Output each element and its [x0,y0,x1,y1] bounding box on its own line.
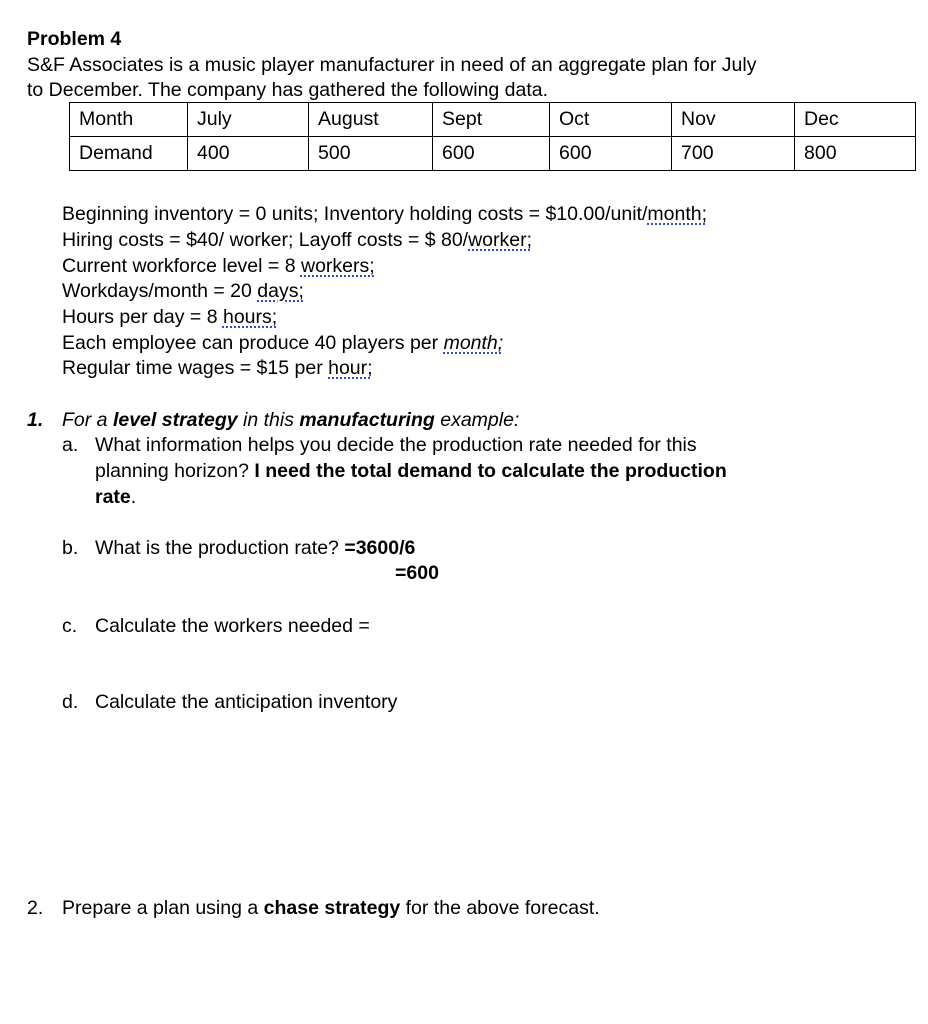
fact-hours-line [62,306,277,328]
q1-prompt-text-3: example: [434,409,520,431]
fact-wages-unit: hour; [328,357,373,379]
q1a-question-line-1: What information helps you decide the production rate needed for this [95,434,697,456]
fact-workforce-unit: workers; [300,255,375,277]
q1-prompt-text-2: in this [237,409,300,431]
q1d-question: Calculate the anticipation inventory [95,691,398,713]
fact-wages-line [62,357,373,379]
intro-line-1: S&F Associates is a music player manufacturer in need of an aggregate plan for July [27,54,757,76]
table-demand-july: 400 [188,137,309,171]
table-header-row [70,103,916,137]
q1-number: 1. [27,409,44,431]
q2-text-1: Prepare a plan using a [62,897,264,919]
table-month-oct: Oct [550,103,672,137]
fact-workforce-line [62,255,375,277]
fact-inventory-unit: month; [647,203,708,225]
table-demand-nov: 700 [672,137,795,171]
q1a-answer-end: rate [95,486,131,508]
q1b-line [95,537,415,559]
fact-hours-unit: hours; [222,306,278,328]
q1c-question: Calculate the workers needed = [95,615,370,637]
q1d-label: d. [62,691,79,713]
fact-wages-text: Regular time wages = $15 per [62,357,329,379]
fact-workdays-text: Workdays/month = 20 [62,280,258,302]
q1a-answer: I need the total demand to calculate the production [254,460,727,482]
q1b-label: b. [62,537,79,559]
intro-line-2: to December. The company has gathered the following data. [27,79,549,101]
table-demand-row [70,137,916,171]
q1a-label: a. [62,434,79,456]
q2-number: 2. [27,897,44,919]
fact-hiring-line [62,229,532,251]
fact-workdays-line [62,280,304,302]
table-demand-sept: 600 [433,137,550,171]
q1-prompt [62,409,519,431]
table-month-august: August [309,103,433,137]
table-demand-oct: 600 [550,137,672,171]
q1a-period: . [130,486,137,508]
fact-inventory-text: Beginning inventory = 0 units; Inventory holding costs = $10.00/unit/ [62,203,648,225]
table-demand-label: Demand [70,137,188,171]
fact-production-line [62,332,503,354]
q1a-line-2 [95,460,727,482]
table-month-sept: Sept [433,103,550,137]
fact-production-text: Each employee can produce 40 players per [62,332,444,354]
table-month-july: July [188,103,309,137]
fact-production-unit: month; [443,332,504,354]
q1c-label: c. [62,615,78,637]
q2-text-2: for the above forecast. [400,897,600,919]
q2-chase-strategy: chase strategy [263,897,401,919]
table-header-month-label: Month [70,103,188,137]
q2-text [62,897,600,919]
fact-hours-text: Hours per day = 8 [62,306,223,328]
table-demand-dec: 800 [795,137,916,171]
q1-manufacturing: manufacturing [299,409,435,431]
demand-table [69,102,916,171]
q1-prompt-text-1: For a [62,409,113,431]
table-month-dec: Dec [795,103,916,137]
fact-workdays-unit: days; [257,280,304,302]
q1a-line-3 [95,486,136,508]
q1b-question: What is the production rate? [95,537,345,559]
table-demand-august: 500 [309,137,433,171]
q1-level-strategy: level strategy [112,409,238,431]
q1b-answer-2: =600 [395,562,439,584]
fact-hiring-unit: worker; [468,229,533,251]
q1b-answer-1: =3600/6 [344,537,416,559]
problem-title: Problem 4 [27,28,122,50]
fact-hiring-text: Hiring costs = $40/ worker; Layoff costs = $ 80/ [62,229,469,251]
table-month-nov: Nov [672,103,795,137]
q1a-question-line-2: planning horizon? [95,460,255,482]
fact-inventory-line [62,203,707,225]
fact-workforce-text: Current workforce level = 8 [62,255,301,277]
